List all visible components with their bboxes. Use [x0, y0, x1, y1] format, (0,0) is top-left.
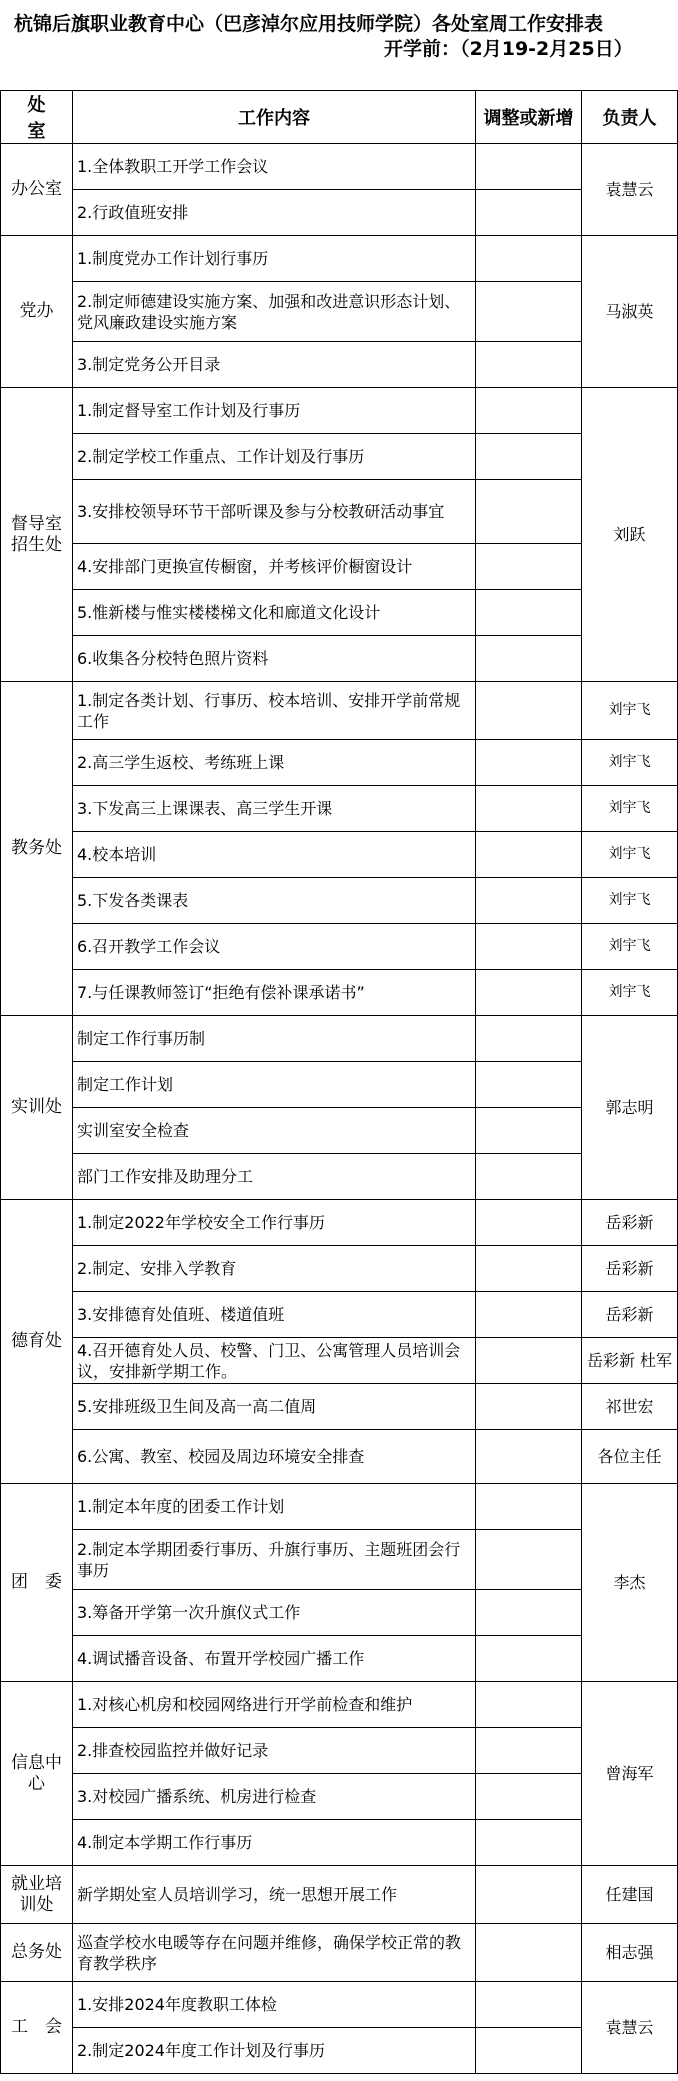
table-row	[1, 970, 678, 1016]
adjust-cell	[476, 190, 582, 236]
task-cell: 6.公寓、教室、校园及周边环境安全排查	[73, 1430, 476, 1484]
task-cell: 1.制定督导室工作计划及行事历	[73, 388, 476, 434]
header-adjust: 调整或新增	[476, 91, 582, 144]
adjust-cell	[476, 1154, 582, 1200]
task-cell: 1.制定2022年学校安全工作行事历	[73, 1200, 476, 1246]
table-row	[1, 236, 678, 282]
title-line-2: 开学前：（2月19-2月25日）	[384, 38, 633, 60]
adjust-cell	[476, 970, 582, 1016]
table-row	[1, 544, 678, 590]
task-cell: 3.下发高三上课课表、高三学生开课	[73, 786, 476, 832]
owner-cell: 刘宇飞	[582, 970, 678, 1016]
dept-cell: 实训处	[1, 1016, 73, 1200]
table-row	[1, 1016, 678, 1062]
task-cell: 2.制定、安排入学教育	[73, 1246, 476, 1292]
adjust-cell	[476, 1982, 582, 2028]
task-cell: 1.安排2024年度教职工体检	[73, 1982, 476, 2028]
task-cell: 1.全体教职工开学工作会议	[73, 144, 476, 190]
task-cell: 巡查学校水电暖等存在问题并维修，确保学校正常的教育教学秩序	[73, 1924, 476, 1982]
adjust-cell	[476, 282, 582, 342]
task-cell: 部门工作安排及助理分工	[73, 1154, 476, 1200]
owner-cell: 刘宇飞	[582, 832, 678, 878]
dept-cell: 德育处	[1, 1200, 73, 1484]
task-cell: 4.制定本学期工作行事历	[73, 1820, 476, 1866]
table-row	[1, 1866, 678, 1924]
adjust-cell	[476, 740, 582, 786]
adjust-cell	[476, 544, 582, 590]
owner-cell: 任建国	[582, 1866, 678, 1924]
owner-cell: 相志强	[582, 1924, 678, 1982]
task-cell: 2.行政值班安排	[73, 190, 476, 236]
table-row	[1, 2028, 678, 2074]
adjust-cell	[476, 1246, 582, 1292]
task-cell: 4.安排部门更换宣传橱窗，并考核评价橱窗设计	[73, 544, 476, 590]
adjust-cell	[476, 1590, 582, 1636]
owner-cell: 曾海军	[582, 1682, 678, 1866]
task-cell: 1.制定本年度的团委工作计划	[73, 1484, 476, 1530]
owner-cell: 岳彩新	[582, 1200, 678, 1246]
owner-cell: 祁世宏	[582, 1384, 678, 1430]
table-row	[1, 434, 678, 480]
task-cell: 1.制定各类计划、行事历、校本培训、安排开学前常规工作	[73, 682, 476, 740]
adjust-cell	[476, 1924, 582, 1982]
task-cell: 3.制定党务公开目录	[73, 342, 476, 388]
task-cell: 3.筹备开学第一次升旗仪式工作	[73, 1590, 476, 1636]
table-row	[1, 682, 678, 740]
adjust-cell	[476, 590, 582, 636]
document-title	[14, 12, 674, 62]
table-row	[1, 1820, 678, 1866]
dept-cell: 办公室	[1, 144, 73, 236]
task-cell: 4.召开德育处人员、校警、门卫、公寓管理人员培训会议，安排新学期工作。	[73, 1338, 476, 1384]
adjust-cell	[476, 832, 582, 878]
task-cell: 2.制定本学期团委行事历、升旗行事历、主题班团会行事历	[73, 1530, 476, 1590]
owner-cell: 各位主任	[582, 1430, 678, 1484]
task-cell: 4.校本培训	[73, 832, 476, 878]
adjust-cell	[476, 2028, 582, 2074]
owner-cell: 岳彩新 杜军	[582, 1338, 678, 1384]
owner-cell: 袁慧云	[582, 144, 678, 236]
table-row	[1, 1338, 678, 1384]
table-row	[1, 480, 678, 544]
task-cell: 1.对核心机房和校园网络进行开学前检查和维护	[73, 1682, 476, 1728]
table-row	[1, 342, 678, 388]
adjust-cell	[476, 1016, 582, 1062]
table-row	[1, 1682, 678, 1728]
header-owner: 负责人	[582, 91, 678, 144]
task-cell: 制定工作计划	[73, 1062, 476, 1108]
owner-cell: 刘宇飞	[582, 786, 678, 832]
table-row	[1, 786, 678, 832]
adjust-cell	[476, 1682, 582, 1728]
dept-cell: 就业培训处	[1, 1866, 73, 1924]
owner-cell: 马淑英	[582, 236, 678, 388]
adjust-cell	[476, 1292, 582, 1338]
table-row	[1, 1154, 678, 1200]
table-row	[1, 636, 678, 682]
owner-cell: 刘宇飞	[582, 878, 678, 924]
table-row	[1, 1430, 678, 1484]
table-row	[1, 144, 678, 190]
dept-cell: 教务处	[1, 682, 73, 1016]
dept-cell: 督导室招生处	[1, 388, 73, 682]
table-row	[1, 1530, 678, 1590]
task-cell: 6.收集各分校特色照片资料	[73, 636, 476, 682]
adjust-cell	[476, 388, 582, 434]
adjust-cell	[476, 1484, 582, 1530]
task-cell: 4.调试播音设备、布置开学校园广播工作	[73, 1636, 476, 1682]
table-row	[1, 1062, 678, 1108]
task-cell: 1.制度党办工作计划行事历	[73, 236, 476, 282]
adjust-cell	[476, 1728, 582, 1774]
header-dept: 处 室	[1, 91, 73, 144]
adjust-cell	[476, 682, 582, 740]
table-row	[1, 1982, 678, 2028]
table-row	[1, 1728, 678, 1774]
owner-cell: 郭志明	[582, 1016, 678, 1200]
table-row	[1, 878, 678, 924]
table-row	[1, 388, 678, 434]
dept-cell: 总务处	[1, 1924, 73, 1982]
task-cell: 3.安排德育处值班、楼道值班	[73, 1292, 476, 1338]
owner-cell: 刘跃	[582, 388, 678, 682]
header-row	[1, 91, 678, 144]
owner-cell: 刘宇飞	[582, 682, 678, 740]
adjust-cell	[476, 1530, 582, 1590]
owner-cell: 刘宇飞	[582, 740, 678, 786]
adjust-cell	[476, 1866, 582, 1924]
table-row	[1, 190, 678, 236]
adjust-cell	[476, 1338, 582, 1384]
table-row	[1, 1924, 678, 1982]
task-cell: 制定工作行事历制	[73, 1016, 476, 1062]
task-cell: 5.安排班级卫生间及高一高二值周	[73, 1384, 476, 1430]
task-cell: 2.制定2024年度工作计划及行事历	[73, 2028, 476, 2074]
owner-cell: 岳彩新	[582, 1292, 678, 1338]
title-line-1: 杭锦后旗职业教育中心（巴彦淖尔应用技师学院）各处室周工作安排表	[14, 13, 604, 35]
dept-cell: 党办	[1, 236, 73, 388]
table-row	[1, 1774, 678, 1820]
table-row	[1, 1292, 678, 1338]
adjust-cell	[476, 434, 582, 480]
table-row	[1, 590, 678, 636]
task-cell: 2.高三学生返校、考练班上课	[73, 740, 476, 786]
adjust-cell	[476, 1774, 582, 1820]
owner-cell: 李杰	[582, 1484, 678, 1682]
owner-cell: 岳彩新	[582, 1246, 678, 1292]
owner-cell: 袁慧云	[582, 1982, 678, 2074]
table-row	[1, 740, 678, 786]
table-row	[1, 282, 678, 342]
table-row	[1, 924, 678, 970]
adjust-cell	[476, 1062, 582, 1108]
schedule-table	[0, 90, 678, 2074]
table-row	[1, 1484, 678, 1530]
adjust-cell	[476, 1430, 582, 1484]
task-cell: 6.召开教学工作会议	[73, 924, 476, 970]
adjust-cell	[476, 878, 582, 924]
dept-cell: 信息中心	[1, 1682, 73, 1866]
task-cell: 3.安排校领导环节干部听课及参与分校教研活动事宜	[73, 480, 476, 544]
task-cell: 5.惟新楼与惟实楼楼梯文化和廊道文化设计	[73, 590, 476, 636]
adjust-cell	[476, 1200, 582, 1246]
adjust-cell	[476, 144, 582, 190]
adjust-cell	[476, 636, 582, 682]
dept-cell: 团 委	[1, 1484, 73, 1682]
header-content: 工作内容	[73, 91, 476, 144]
task-cell: 3.对校园广播系统、机房进行检查	[73, 1774, 476, 1820]
adjust-cell	[476, 786, 582, 832]
task-cell: 7.与任课教师签订“拒绝有偿补课承诺书”	[73, 970, 476, 1016]
task-cell: 新学期处室人员培训学习，统一思想开展工作	[73, 1866, 476, 1924]
task-cell: 实训室安全检查	[73, 1108, 476, 1154]
table-row	[1, 1590, 678, 1636]
adjust-cell	[476, 342, 582, 388]
owner-cell: 刘宇飞	[582, 924, 678, 970]
table-row	[1, 832, 678, 878]
adjust-cell	[476, 480, 582, 544]
task-cell: 2.制定学校工作重点、工作计划及行事历	[73, 434, 476, 480]
task-cell: 5.下发各类课表	[73, 878, 476, 924]
adjust-cell	[476, 1384, 582, 1430]
task-cell: 2.排查校园监控并做好记录	[73, 1728, 476, 1774]
adjust-cell	[476, 1108, 582, 1154]
adjust-cell	[476, 1636, 582, 1682]
table-row	[1, 1200, 678, 1246]
task-cell: 2.制定师德建设实施方案、加强和改进意识形态计划、党风廉政建设实施方案	[73, 282, 476, 342]
table-row	[1, 1636, 678, 1682]
table-row	[1, 1384, 678, 1430]
adjust-cell	[476, 236, 582, 282]
dept-cell: 工 会	[1, 1982, 73, 2074]
table-row	[1, 1108, 678, 1154]
adjust-cell	[476, 924, 582, 970]
table-row	[1, 1246, 678, 1292]
adjust-cell	[476, 1820, 582, 1866]
